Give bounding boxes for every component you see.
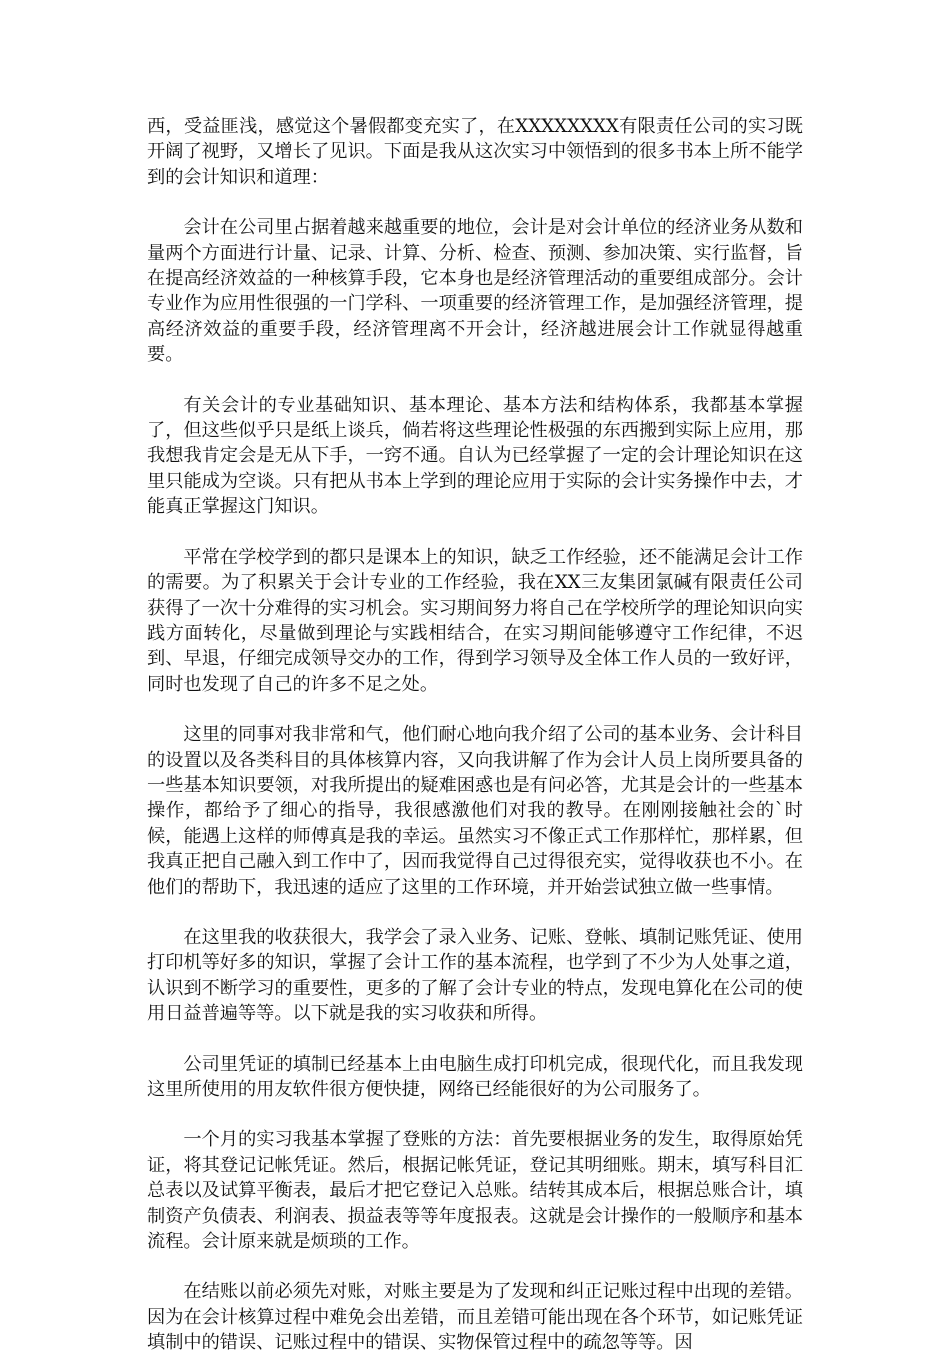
paragraph-accounting-importance: 会计在公司里占据着越来越重要的地位，会计是对会计单位的经济业务从数和量两个方面进行计量、记录、计算、分析、检查、预测、参加决策、实行监督，旨在提高经济效益的一种核算手段，它本身也是经济管理活动的重要组成部分。会计专业作为应用性很强的一门学科、一项重要的经济管理工作，是加强经济管理，提高经济效益的重要手段，经济管理离不开会计，经济越进展会计工作就显得越重要。 — [147, 217, 803, 366]
paragraph-voucher-software: 公司里凭证的填制已经基本上由电脑生成打印机完成，很现代化，而且我发现这里所使用的用友软件很方便快捷，网络已经能很好的为公司服务了。 — [147, 1053, 803, 1100]
paragraph-colleagues: 这里的同事对我非常和气，他们耐心地向我介绍了公司的基本业务、会计科目的设置以及各类科目的具体核算内容，又向我讲解了作为会计人员上岗所要具备的一些基本知识要领，对我所提出的疑难困惑也是有问必答，尤其是会计的一些基本操作，都给予了细心的指导，我很感激他们对我的教导。在刚刚接触社会的`时候，能遇上这样的师傅真是我的幸运。虽然实习不像正式工作那样忙，那样累，但我真正把自己融入到工作中了，因而我觉得自己过得很充实，觉得收获也不小。在他们的帮助下，我迅速的适应了这里的工作环境，并开始尝试独立做一些事情。 — [147, 724, 803, 898]
document-body — [147, 114, 803, 1356]
paragraph-theory-knowledge: 有关会计的专业基础知识、基本理论、基本方法和结构体系，我都基本掌握了，但这些似乎只是纸上谈兵，倘若将这些理论性极强的东西搬到实际上应用，那我想我肯定会是无从下手，一窍不通。自认为已经掌握了一定的会计理论知识在这里只能成为空谈。只有把从书本上学到的理论应用于实际的会计实务操作中去，才能真正掌握这门知识。 — [147, 394, 803, 518]
paragraph-continuation: 西，受益匪浅，感觉这个暑假都变充实了，在XXXXXXXX有限责任公司的实习既开阔了视野，又增长了见识。下面是我从这次实习中领悟到的很多书本上所不能学到的会计知识和道理： — [147, 116, 803, 188]
paragraph-internship-opportunity: 平常在学校学到的都只是课本上的知识，缺乏工作经验，还不能满足会计工作的需要。为了积累关于会计专业的工作经验，我在XX三友集团氯碱有限责任公司获得了一次十分难得的实习机会。实习期间努力将自己在学校所学的理论知识向实践方面转化，尽量做到理论与实践相结合，在实习期间能够遵守工作纪律，不迟到、早退，仔细完成领导交办的工作，得到学习领导及全体工作人员的一致好评，同时也发现了自己的许多不足之处。 — [147, 546, 803, 695]
paragraph-reconciliation: 在结账以前必须先对账，对账主要是为了发现和纠正记账过程中出现的差错。因为在会计核算过程中难免会出差错，而且差错可能出现在各个环节，如记账凭证填制中的错误、记账过程中的错误、实物保管过程中的疏忽等等。因 — [147, 1281, 803, 1354]
paragraph-bookkeeping-method: 一个月的实习我基本掌握了登账的方法：首先要根据业务的发生，取得原始凭证，将其登记记帐凭证。然后，根据记帐凭证，登记其明细账。期末，填写科目汇总表以及试算平衡表，最后才把它登记入总账。结转其成本后，根据总账合计，填制资产负债表、利润表、损益表等等年度报表。这就是会计操作的一般顺序和基本流程。会计原来就是烦琐的工作。 — [147, 1129, 803, 1253]
paragraph-gains: 在这里我的收获很大，我学会了录入业务、记账、登帐、填制记账凭证、使用打印机等好多的知识，掌握了会计工作的基本流程，也学到了不少为人处事之道，认识到不断学习的重要性，更多的了解了会计专业的特点，发现电算化在公司的使用日益普遍等等。以下就是我的实习收获和所得。 — [147, 926, 803, 1025]
